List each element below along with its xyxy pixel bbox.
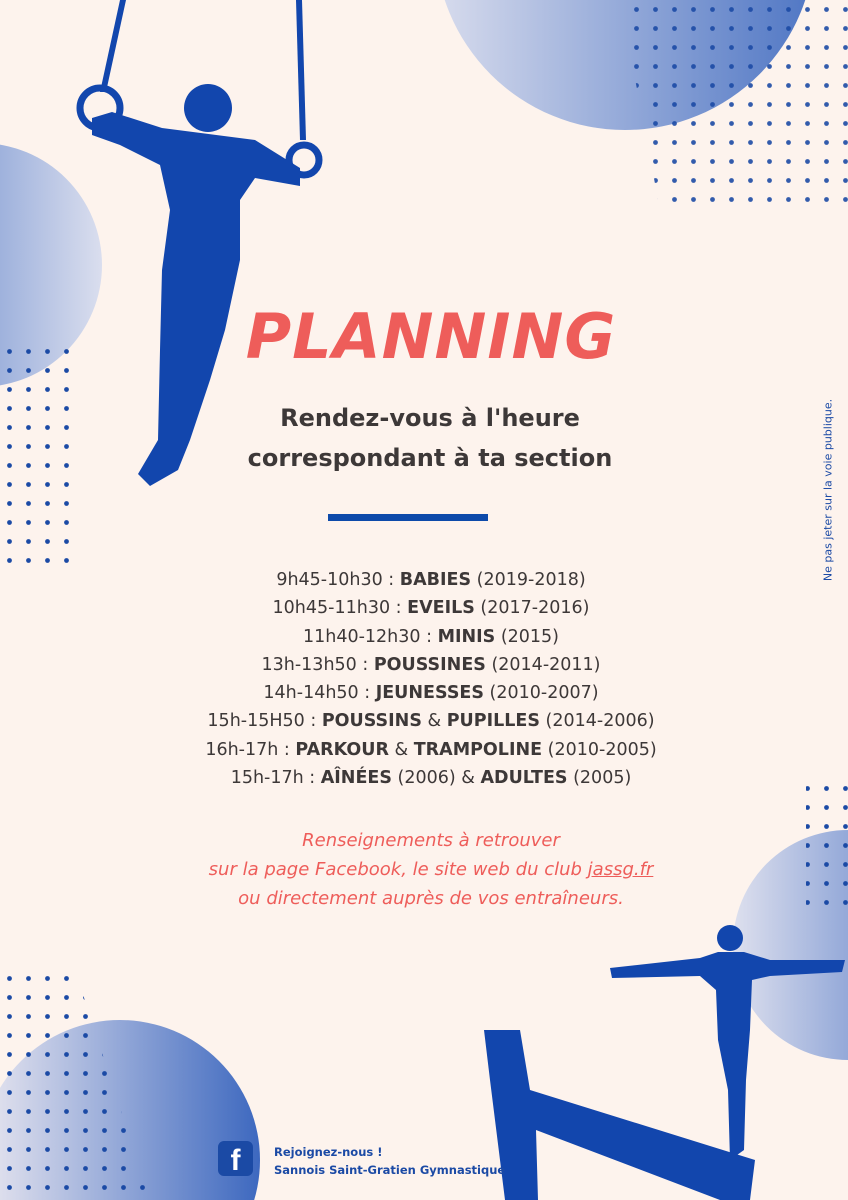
side-note-text: Ne pas jeter sur la voie publique. — [821, 398, 835, 582]
schedule-detail: & — [388, 739, 414, 760]
divider-line — [328, 514, 488, 521]
footer-line-1: Rejoignez-nous ! — [274, 1145, 383, 1159]
schedule-time: 10h45-11h30 : — [272, 598, 408, 619]
schedule-row — [14, 736, 848, 764]
schedule-detail: (2014-2011) — [485, 654, 601, 675]
website-link[interactable]: jassg.fr — [587, 859, 654, 880]
schedule-detail: (2006) & — [391, 768, 481, 789]
top-right-dots — [620, 0, 848, 210]
schedule-row — [14, 707, 848, 735]
schedule-time: 15h-17h : — [230, 768, 321, 789]
schedule-time: 15h-15H50 : — [207, 711, 322, 732]
schedule-row — [14, 651, 848, 679]
schedule-time: 16h-17h : — [205, 739, 296, 760]
schedule-section: MINIS — [437, 626, 496, 647]
schedule-detail: (2014-2006) — [539, 711, 655, 732]
schedule-section: POUSSINS — [321, 711, 422, 732]
info-line-1: Renseignements à retrouver — [302, 830, 560, 851]
schedule-time: 13h-13h50 : — [261, 654, 374, 675]
beam-gymnast-silhouette — [484, 925, 845, 1200]
subtitle-line-1: Rendez-vous à l'heure — [280, 404, 580, 432]
footer-club-name: Sannois Saint-Gratien Gymnastique — [274, 1163, 506, 1177]
schedule-detail: (2017-2016) — [474, 598, 590, 619]
schedule-detail: (2005) — [567, 768, 632, 789]
schedule-section: TRAMPOLINE — [413, 739, 543, 760]
info-line-3: ou directement auprès de vos entraîneurs. — [238, 888, 624, 909]
schedule-section: PARKOUR — [295, 739, 389, 760]
schedule-section: JEUNESSES — [375, 683, 484, 704]
schedule-row — [14, 623, 848, 651]
schedule-time: 14h-14h50 : — [263, 683, 376, 704]
schedule-detail: & — [421, 711, 447, 732]
schedule-section: POUSSINES — [373, 654, 486, 675]
schedule-detail: (2010-2005) — [542, 739, 657, 760]
schedule-section: PUPILLES — [446, 711, 540, 732]
schedule-list — [0, 566, 848, 792]
schedule-row — [14, 679, 848, 707]
subtitle — [0, 398, 848, 478]
facebook-icon[interactable]: f — [218, 1141, 253, 1176]
schedule-time: 9h45-10h30 : — [276, 570, 400, 590]
info-text — [0, 826, 848, 913]
schedule-section: BABIES — [399, 570, 472, 590]
info-line-2-prefix: sur la page Facebook, le site web du club — [208, 859, 588, 880]
schedule-row — [14, 594, 848, 622]
schedule-detail: (2010-2007) — [483, 683, 599, 704]
schedule-detail: (2019-2018) — [471, 570, 586, 590]
schedule-section: EVEILS — [407, 598, 475, 619]
schedule-row — [14, 566, 848, 594]
schedule-section: ADULTES — [480, 768, 568, 789]
planning-title: PLANNING — [245, 300, 617, 373]
info-line-2 — [14, 855, 848, 884]
subtitle-line-2: correspondant à ta section — [247, 444, 613, 472]
schedule-time: 11h40-12h30 : — [302, 626, 438, 647]
footer-text — [274, 1143, 505, 1179]
schedule-section: AÎNÉES — [320, 768, 392, 789]
schedule-detail: (2015) — [495, 626, 560, 647]
schedule-row — [14, 764, 848, 792]
